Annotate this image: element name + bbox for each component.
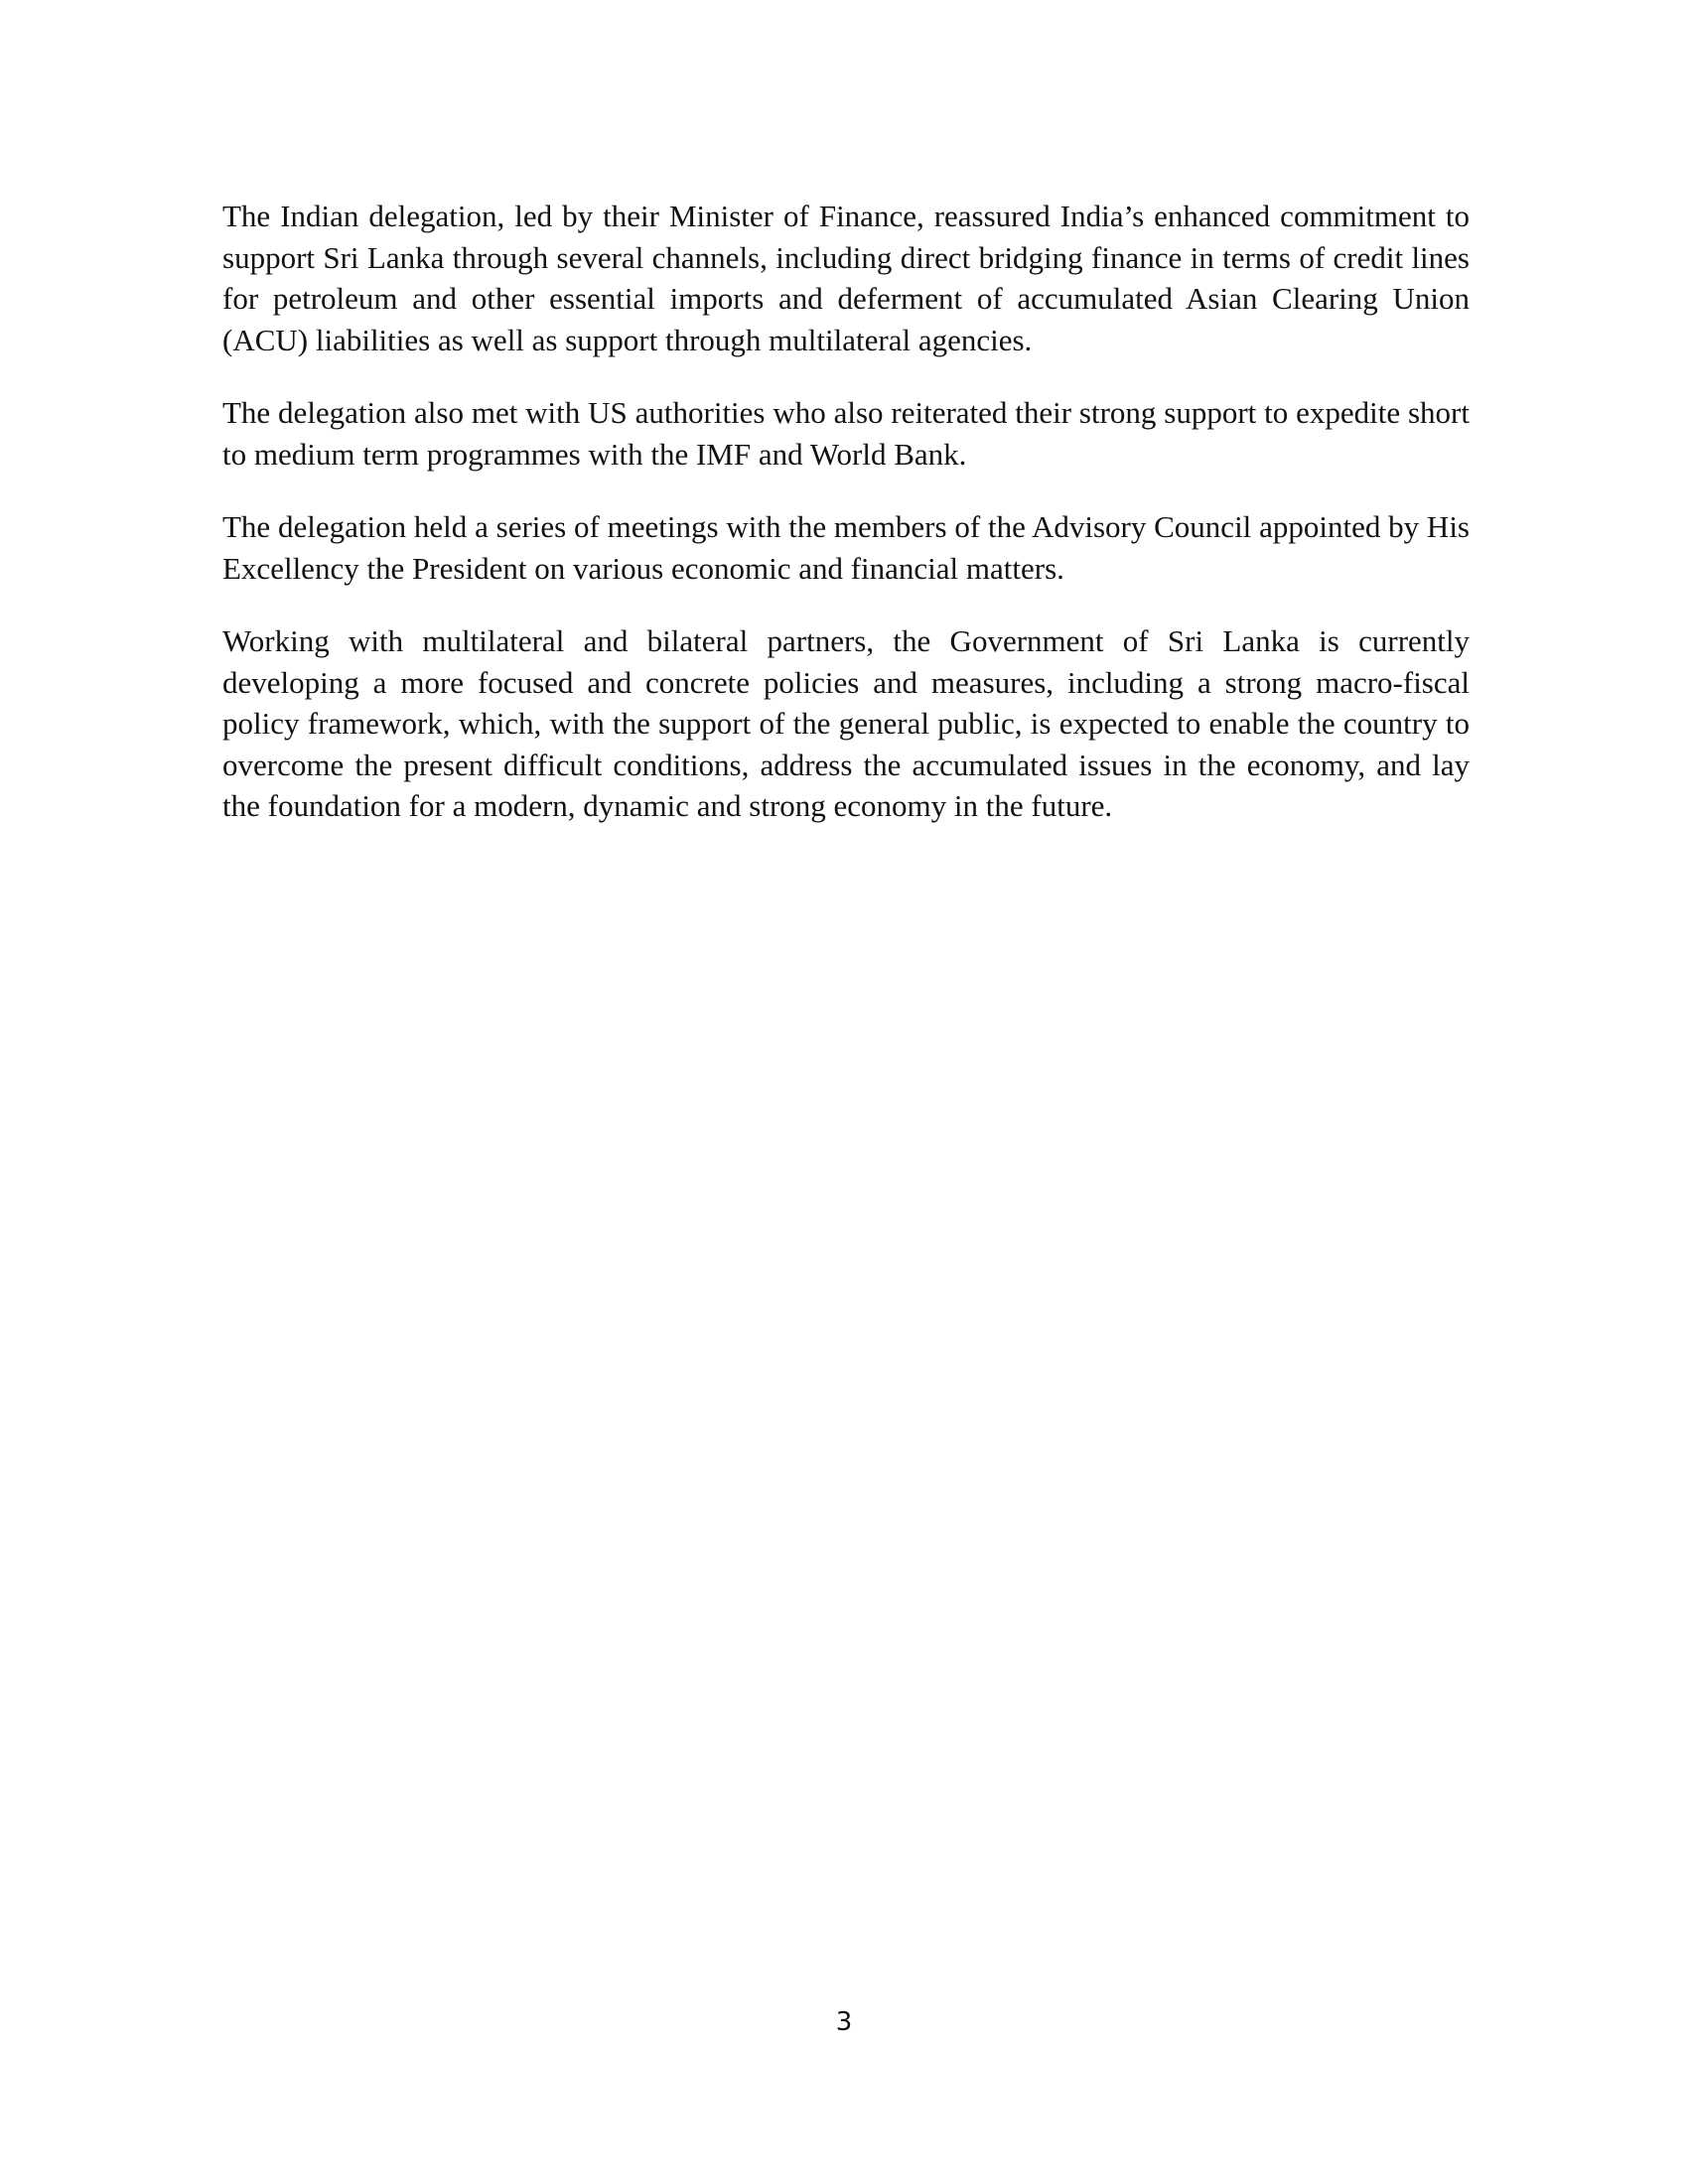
page-number: 3 [835,2007,853,2037]
paragraph-government-policies: Working with multilateral and bilateral partners, the Government of Sri Lanka is currently developing a more focused and concrete policies and measures, including a strong macro-fiscal policy framework, which, with the support of the general public, is expected to enable the country to overcome the present difficult conditions, address the accumulated issues in the economy, and lay the foundation for a modern, dynamic and strong economy in the future. [222,623,1470,823]
body-text [222,196,1470,859]
paragraph-advisory-council: The delegation held a series of meetings with the members of the Advisory Council appointed by His Excellency the President on various economic and financial matters. [222,509,1470,586]
paragraph-us-authorities: The delegation also met with US authorities who also reiterated their strong support to expedite short to medium term programmes with the IMF and World Bank. [222,395,1470,472]
paragraph-indian-delegation: The Indian delegation, led by their Minister of Finance, reassured India’s enhanced commitment to support Sri Lanka through several channels, including direct bridging finance in terms of credit lines for petroleum and other essential imports and deferment of accumulated Asian Clearing Union (ACU) liabilities as well as support through multilateral agencies. [222,199,1470,357]
